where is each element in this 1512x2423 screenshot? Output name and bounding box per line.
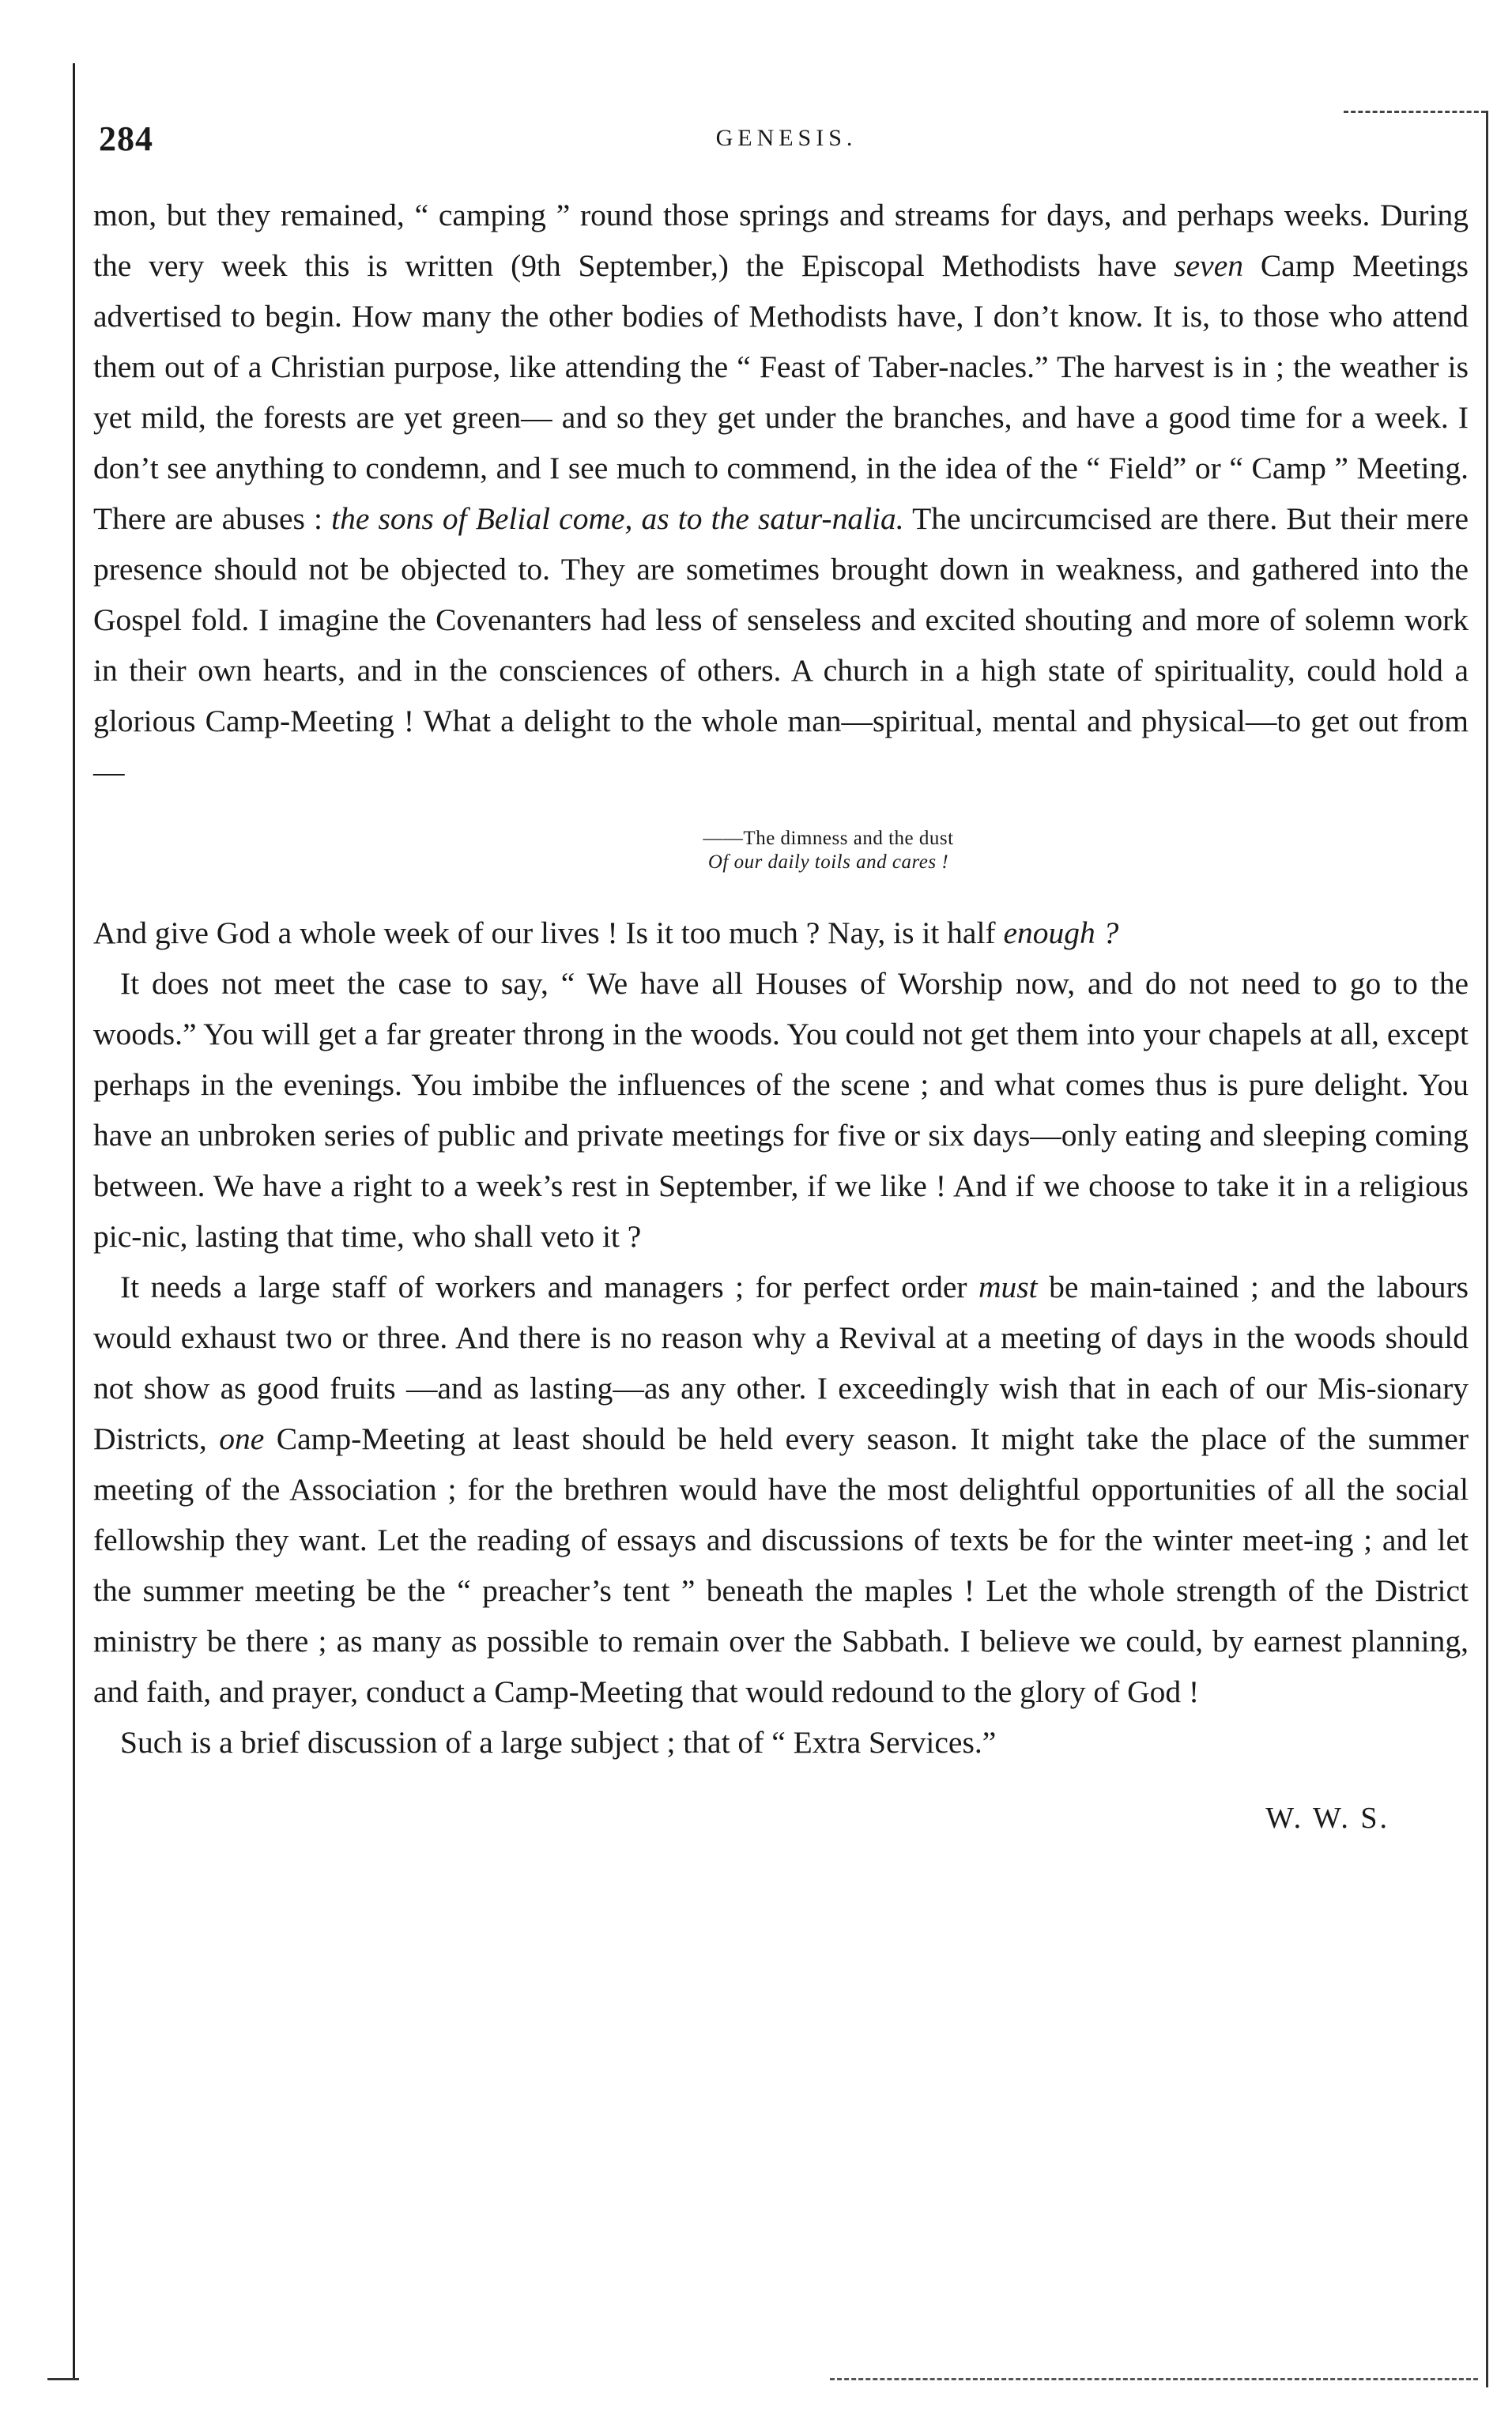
block-quote xyxy=(188,827,1469,874)
paragraph-2 xyxy=(93,908,1469,958)
running-title: GENESIS. xyxy=(715,125,858,151)
text-run: be main-tained ; and the labours would exhaust two or three. And there is no reason why a Revival at a meeting of days in the woods should not show as good fruits —and as lasting—as any other. I exceedingly wish that in each of our Mis-sionary Districts, xyxy=(93,1270,1469,1456)
italic-word: seven xyxy=(1174,248,1243,283)
text-line: Gospel fold. I imagine the Covenanters had less of senseless and excited shouting xyxy=(93,602,1133,637)
text-line: And give God a whole week of our lives ! Is it too much ? Nay, is it half xyxy=(93,915,996,950)
page-header xyxy=(99,119,1474,166)
bottom-dashed-rule xyxy=(830,2378,1478,2380)
text-line: from— xyxy=(93,704,1469,789)
text-run: It needs a large staff of workers and managers ; for perfect order xyxy=(120,1270,979,1304)
italic-word: one xyxy=(219,1421,265,1456)
text-line: objected to. They are sometimes brought down in weakness, and gathered into the xyxy=(401,552,1469,587)
italic-word: must xyxy=(978,1270,1038,1304)
quote-line-1: ——The dimness and the dust xyxy=(703,828,954,849)
text-line: the Episcopal Methodists have xyxy=(745,248,1175,283)
text-line: and so they get under the branches, and have a good time for a week. I don’t xyxy=(93,400,1469,485)
text-line: Camp Meetings advertised to begin. How xyxy=(93,248,1469,334)
top-right-dashed-rule xyxy=(1344,111,1486,113)
text-line: many the other bodies of Methodists have, I don’t know. It is, to those who xyxy=(421,299,1383,334)
text-line: and more of solemn work in their own hearts, and in the consciences of others. xyxy=(93,602,1469,688)
bottom-left-rule xyxy=(47,2378,79,2380)
paragraph-1 xyxy=(93,190,1469,797)
text-run: Camp-Meeting at least should be held every season. It might take the place of the summer meeting of the Association ; for the brethren would have the most delightful opportunities of all the social fellowship they want. Let the reading of essays and discussions of texts be for the winter meet-ing ; and let the summer meeting be the “ preacher’s tent ” beneath the maples ! Let the whole strength of the District ministry be there ; as many as possible to remain over the Sabbath. I believe we could, by earnest planning, and faith, and prayer, conduct a Camp-Meeting that would redound to the glory of God ! xyxy=(93,1421,1469,1709)
text-line: mon, but they remained, “ camping ” round those springs and streams for xyxy=(93,198,1037,232)
text-line: nacles.” The harvest is in ; the weather is yet mild, the forests are yet green— xyxy=(93,349,1469,435)
text-line: see anything to condemn, and I see much to commend, in the idea of the “ Field” xyxy=(167,451,1187,485)
text-line: or “ Camp ” Meeting. There are abuses : xyxy=(93,451,1469,536)
text-line: What a delight to the whole man—spiritual, mental and physical—to get out xyxy=(423,704,1399,738)
paragraph-4 xyxy=(93,1262,1469,1717)
paragraph-3: It does not meet the case to say, “ We have all Houses of Worship now, and do not need to go to the woods.” You will get a far greater throng in the woods. You could not get them into your chapels at all, except perhaps in the evenings. You imbibe the influences of the scene ; and what comes thus is pure delight. You have an unbroken series of public and private meetings for five or six days—only eating and sleeping coming between. We have a right to a week’s rest in September, if we like ! And if we choose to take it in a religious pic-nic, lasting that time, who shall veto it ? xyxy=(93,966,1469,1254)
text-line: days, and perhaps weeks. During the very week this is written (9th September,) xyxy=(93,198,1469,283)
italic-phrase: nalia. xyxy=(831,501,904,536)
text-line: A church in a high state of spirituality, could hold a glorious Camp-Meeting ! xyxy=(93,653,1469,738)
page-number: 284 xyxy=(99,119,153,158)
italic-word: enough ? xyxy=(1003,915,1119,950)
signature: W. W. S. xyxy=(1265,1802,1389,1835)
quote-line-2: Of our daily toils and cares ! xyxy=(707,851,949,873)
italic-phrase: the sons of Belial come, as to the satur- xyxy=(331,501,832,536)
body-text xyxy=(93,190,1469,1844)
right-margin-rule xyxy=(1486,111,1488,2387)
paragraph-5: Such is a brief discussion of a large subject ; that of “ Extra Services.” xyxy=(120,1725,997,1760)
left-margin-rule xyxy=(73,63,75,2380)
text-line: attend them out of a Christian purpose, like attending the “ Feast of Taber- xyxy=(93,299,1469,384)
text-line: The uncircumcised are there. But their mere presence should not be xyxy=(93,501,1469,587)
